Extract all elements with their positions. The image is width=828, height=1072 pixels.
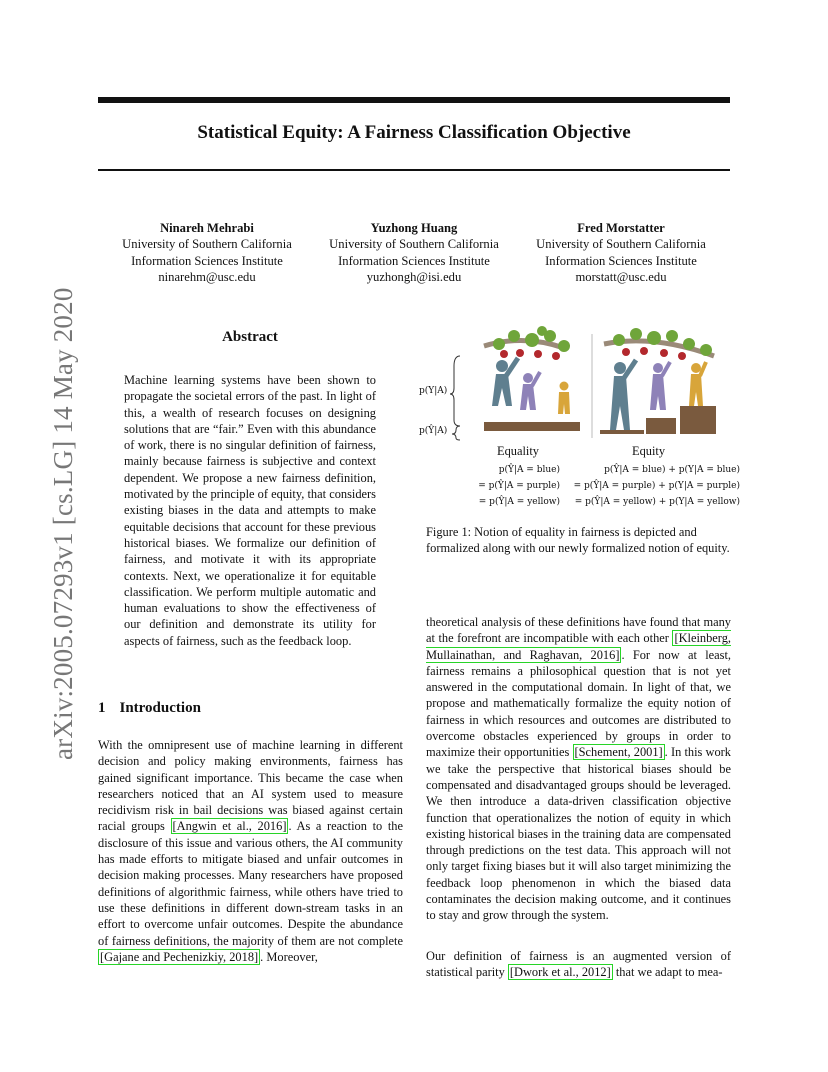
formula-line: = p(Ŷ|A = yellow) [478, 497, 560, 507]
author-institute: Information Sciences Institute [131, 253, 283, 268]
title-rule-bottom [98, 169, 730, 171]
formula-line: p(Ŷ|A = blue) + p(Y|A = blue) [604, 465, 740, 475]
citation-link[interactable]: [Dwork et al., 2012] [509, 965, 611, 980]
author-institute: Information Sciences Institute [338, 253, 490, 268]
title-rule-top [98, 97, 730, 103]
intro-right-column [426, 614, 731, 924]
equity-title: Equity [632, 444, 666, 458]
right-tree-icon [604, 328, 714, 360]
figure-equality-equity [414, 326, 732, 450]
formula-line: = p(Ŷ|A = purple) + p(Y|A = purple) [573, 481, 740, 491]
author-name: Ninareh Mehrabi [160, 221, 254, 235]
paper-title: Statistical Equity: A Fairness Classification Objective [197, 122, 631, 143]
abstract-heading: Abstract [222, 329, 278, 345]
formula-line: = p(Ŷ|A = yellow) + p(Y|A = yellow) [574, 497, 740, 507]
paragraph-text: . As a reaction to the disclosure of this issue and various others, the AI community has made efforts to mitigate biased and unfair outcomes in decision making processes. Many researchers have proposed definitions of algorithmic fairness, while others have tried to use these definitions in different down-stream tasks in an effort to overcome unfair outcomes. Despite the abundance of fairness definitions, the majority of them are not complete [98, 819, 403, 948]
author-block [314, 220, 514, 285]
author-institute: Information Sciences Institute [545, 253, 697, 268]
section-number: 1 [98, 700, 106, 716]
author-email[interactable]: ninarehm@usc.edu [158, 269, 256, 284]
paragraph-text: . In this work we take the perspective that historical biases should be compensated and disadvantaged groups should be leveraged. We then introduce a data-driven classification objective function that operationalizes the notion of equity in which existing historical biases in the training data are compensated through predictions on the test data. This approach will not only target fixing biases but it will also target minimizing the feedback loop phenomenon in which the biased data contaminates the decision making outcome, and it continues to stay and grow through the system. [426, 745, 731, 923]
citation-link[interactable]: [Gajane and Pechenizkiy, 2018] [100, 949, 259, 964]
paragraph-text: . For now at least, fairness remains a philosophical question that is not yet answered in the computational domain. In light of that, we propose and mathematically formalize the equity notion of fairness in which resources and outcomes are distributed to overcome obstacles experienced by groups in order to maximize their opportunities [426, 647, 731, 760]
author-email[interactable]: yuzhongh@isi.edu [366, 269, 462, 284]
author-name: Yuzhong Huang [370, 221, 458, 235]
equity-formula [560, 462, 740, 510]
paragraph-text: theoretical analysis of these definitions have found that many at the forefront are incompatible with each other [426, 615, 731, 646]
abstract-text: Machine learning systems have been shown to propagate the societal errors of the past. In light of this, a wealth of research focuses on designing solutions that are “fair.” Even with this abundance of work, there is no singular definition of fairness, mainly because fairness is subjective and context dependent. We propose a new fairness definition, motivated by the principle of equity, that considers existing biases in the data and attempts to make equitable decisions that account for these previous historical biases. We formalize our definition of fairness, and motivate it with its appropriate contexts. Next, we operationalize it for equitable classification. We perform multiple automatic and human evaluations to show the effectiveness of our definition and demonstrate its utility for aspects of fairness, such as the feedback loop. [124, 373, 376, 648]
citation-link[interactable]: [Angwin et al., 2016] [172, 819, 287, 834]
author-email[interactable]: morstatt@usc.edu [575, 269, 667, 284]
arxiv-stamp-text: arXiv:2005.07293v1 [cs.LG] 14 May 2020 [48, 287, 78, 760]
brace-lower-icon [452, 426, 460, 440]
label-p-yhat-given-a: p(Ŷ|A) [419, 426, 448, 436]
intro-right-paragraph-2 [426, 948, 731, 981]
section-title: Introduction [119, 700, 201, 716]
section-heading-introduction [98, 700, 201, 717]
paragraph-text: . Moreover, [260, 949, 318, 964]
formula-line: p(Ŷ|A = blue) [498, 465, 560, 475]
equality-title: Equality [497, 444, 539, 458]
label-p-y-given-a: p(Y|A) [419, 386, 448, 396]
left-tree-icon [484, 326, 570, 360]
paragraph-text: that we adapt to mea- [612, 965, 723, 980]
citation-link[interactable]: [Schement, 2001] [574, 745, 663, 760]
intro-left-column [98, 737, 403, 965]
author-block [521, 220, 721, 285]
paragraph-text: Our definition of fairness is an augmented version of statistical parity [426, 949, 731, 980]
equity-people-icon [600, 360, 716, 434]
equality-people-icon [484, 358, 580, 431]
figure-caption: Figure 1: Notion of equality in fairness is depicted and formalized along with our newly formalized notion of equity. [426, 525, 730, 556]
paragraph-text: With the omnipresent use of machine learning in different decision and policy making environments, fairness has gained significant importance. This became the case when researchers noticed that an AI system used to measure recidivism risk in bail decisions was biased against certain racial groups [98, 738, 403, 834]
brace-upper-icon [450, 356, 460, 426]
arxiv-stamp [14, 280, 78, 760]
formula-line: = p(Ŷ|A = purple) [478, 481, 560, 491]
author-affiliation: University of Southern California [329, 237, 499, 252]
author-name: Fred Morstatter [577, 221, 665, 235]
equality-formula [444, 462, 560, 510]
author-block [107, 220, 307, 285]
author-affiliation: University of Southern California [122, 237, 292, 252]
citation-link[interactable]: [Kleinberg, Mullainathan, and Raghavan, 2016] [426, 631, 731, 662]
author-affiliation: University of Southern California [536, 237, 706, 252]
